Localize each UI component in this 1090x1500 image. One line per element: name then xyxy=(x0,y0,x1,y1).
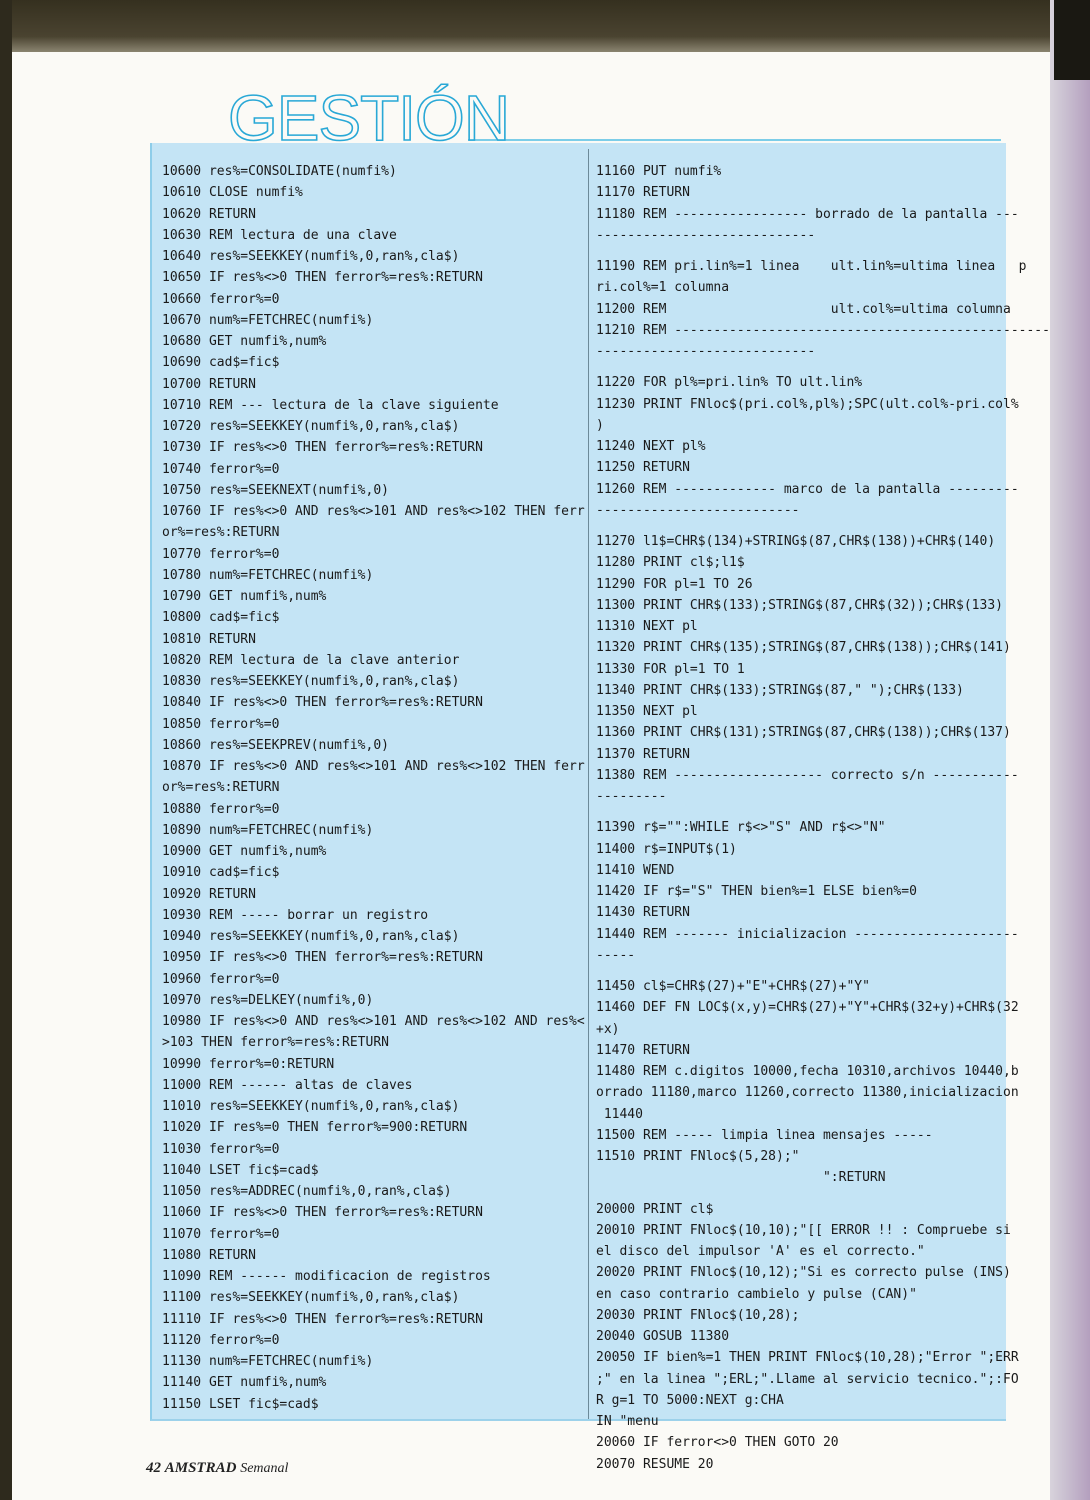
code-line: 11100 res%=SEEKKEY(numfi%,0,ran%,cla$) xyxy=(162,1290,460,1306)
code-line: orrado 11180,marco 11260,correcto 11380,inicializacion xyxy=(596,1085,1019,1101)
code-line: 11190 REM pri.lin%=1 linea ult.lin%=ultima linea p xyxy=(596,259,1027,274)
code-line: 11140 GET numfi%,num% xyxy=(162,1375,327,1391)
code-line: 11040 LSET fic$=cad$ xyxy=(162,1162,319,1178)
code-line xyxy=(596,966,1002,976)
code-line: 11300 PRINT CHR$(133);STRING$(87,CHR$(32));CHR$(133) xyxy=(596,597,1003,613)
code-line: 11370 RETURN xyxy=(596,746,690,762)
code-line: 11390 r$="":WHILE r$<>"S" AND r$<>"N" xyxy=(596,820,886,836)
code-line: 11400 r$=INPUT$(1) xyxy=(596,841,737,857)
page-footer xyxy=(146,1460,288,1477)
code-line: ---------------------------- xyxy=(596,344,816,359)
code-line: 11330 FOR pl=1 TO 1 xyxy=(596,661,745,677)
code-line: ----- xyxy=(596,947,636,963)
code-line: 10990 ferror%=0:RETURN xyxy=(162,1056,335,1072)
code-line: 11450 cl$=CHR$(27)+"E"+CHR$(27)+"Y" xyxy=(596,979,870,994)
listing-right-column xyxy=(596,161,1050,1475)
code-line: 20020 PRINT FNloc$(10,12);"Si es correcto pulse (INS) xyxy=(596,1265,1011,1281)
code-line: 11150 LSET fic$=cad$ xyxy=(162,1396,319,1412)
code-line: 11350 NEXT pl xyxy=(596,704,698,719)
scan-corner-shadow xyxy=(1054,0,1090,80)
code-line: 11060 IF res%<>0 THEN ferror%=res%:RETURN xyxy=(162,1205,483,1221)
code-line: 11320 PRINT CHR$(135);STRING$(87,CHR$(138));CHR$(141) xyxy=(596,640,1011,656)
code-line: 20040 GOSUB 11380 xyxy=(596,1329,730,1344)
code-line: 11160 PUT numfi% xyxy=(596,164,722,179)
code-line: 10860 res%=SEEKPREV(numfi%,0) xyxy=(162,737,389,753)
code-line: 11310 NEXT pl xyxy=(596,619,698,634)
magazine-subtitle: Semanal xyxy=(240,1461,289,1476)
code-line: 11200 REM ult.col%=ultima columna xyxy=(596,301,1011,317)
section-title: GESTIÓN xyxy=(228,82,510,154)
code-line: 10600 res%=CONSOLIDATE(numfi%) xyxy=(162,164,397,179)
code-line: ;" en la linea ";ERL;".Llame al servicio tecnico.";:FO xyxy=(596,1371,1019,1387)
code-line: ri.col%=1 columna xyxy=(596,280,730,296)
code-line: 11220 FOR pl%=pri.lin% TO ult.lin% xyxy=(596,375,863,391)
code-line: 11410 WEND xyxy=(596,862,675,878)
code-line: 10880 ferror%=0 xyxy=(162,801,280,817)
code-line: 10640 res%=SEEKKEY(numfi%,0,ran%,cla$) xyxy=(162,249,460,264)
code-line: 10820 REM lectura de la clave anterior xyxy=(162,652,460,668)
code-line: 11230 PRINT FNloc$(pri.col%,pl%);SPC(ult.col%-pri.col% xyxy=(596,396,1019,412)
code-line xyxy=(596,1189,1002,1199)
code-line: 10720 res%=SEEKKEY(numfi%,0,ran%,cla$) xyxy=(162,419,460,434)
code-line: or%=res%:RETURN xyxy=(162,780,280,796)
code-line: 10890 num%=FETCHREC(numfi%) xyxy=(162,822,374,838)
code-line: 11000 REM ------ altas de claves xyxy=(162,1077,413,1093)
code-line: 10950 IF res%<>0 THEN ferror%=res%:RETURN xyxy=(162,950,483,966)
code-line: 10740 ferror%=0 xyxy=(162,461,280,477)
scan-left-edge xyxy=(0,0,12,1500)
code-line: 10800 cad$=fic$ xyxy=(162,610,280,626)
code-line: 11500 REM ----- limpia linea mensajes ----- xyxy=(596,1127,933,1143)
code-line: 11480 REM c.digitos 10000,fecha 10310,archivos 10440,b xyxy=(596,1064,1019,1079)
code-line: 10690 cad$=fic$ xyxy=(162,355,280,371)
code-line: 11420 IF r$="S" THEN bien%=1 ELSE bien%=0 xyxy=(596,884,917,899)
code-line: 11360 PRINT CHR$(131);STRING$(87,CHR$(138));CHR$(137) xyxy=(596,725,1011,741)
code-line: 20060 IF ferror<>0 THEN GOTO 20 xyxy=(596,1435,839,1451)
code-line: en caso contrario cambielo y pulse (CAN)" xyxy=(596,1286,917,1302)
code-line: 10730 IF res%<>0 THEN ferror%=res%:RETURN xyxy=(162,440,483,456)
code-line: 11030 ferror%=0 xyxy=(162,1141,280,1157)
code-line: 11080 RETURN xyxy=(162,1247,256,1263)
code-line: 10790 GET numfi%,num% xyxy=(162,589,327,604)
code-line: 11070 ferror%=0 xyxy=(162,1226,280,1242)
code-line xyxy=(596,362,1002,372)
code-line: R g=1 TO 5000:NEXT g:CHA xyxy=(596,1392,784,1408)
code-line: 11430 RETURN xyxy=(596,905,690,921)
code-line: 20030 PRINT FNloc$(10,28); xyxy=(596,1307,800,1323)
code-line: 11440 REM ------- inicializacion --------------------- xyxy=(596,926,1019,942)
code-line: 11460 DEF FN LOC$(x,y)=CHR$(27)+"Y"+CHR$(32+y)+CHR$(32 xyxy=(596,1000,1019,1016)
page-number: 42 xyxy=(146,1460,161,1476)
code-line: 10910 cad$=fic$ xyxy=(162,865,280,881)
code-line: IN "menu xyxy=(596,1414,659,1429)
code-line: 11440 xyxy=(596,1106,643,1122)
code-line: 20070 RESUME 20 xyxy=(596,1456,714,1472)
code-line: 11290 FOR pl=1 TO 26 xyxy=(596,576,753,592)
code-line: 20010 PRINT FNloc$(10,10);"[[ ERROR !! : Compruebe si xyxy=(596,1222,1011,1238)
scan-right-edge xyxy=(1050,0,1090,1500)
code-line: 10940 res%=SEEKKEY(numfi%,0,ran%,cla$) xyxy=(162,929,460,944)
code-line: 11270 l1$=CHR$(134)+STRING$(87,CHR$(138))+CHR$(140) xyxy=(596,534,996,549)
code-line: el disco del impulsor 'A' es el correcto." xyxy=(596,1244,925,1259)
code-line: 10650 IF res%<>0 THEN ferror%=res%:RETURN xyxy=(162,270,483,286)
code-line: 11510 PRINT FNloc$(5,28);" xyxy=(596,1149,800,1164)
code-line: 10850 ferror%=0 xyxy=(162,716,280,732)
code-line: 10610 CLOSE numfi% xyxy=(162,185,303,201)
code-line: ---------------------------- xyxy=(596,227,816,243)
code-line: 10710 REM --- lectura de la clave siguiente xyxy=(162,397,499,413)
code-line: 11020 IF res%=0 THEN ferror%=900:RETURN xyxy=(162,1120,468,1136)
listing-left-column xyxy=(162,161,585,1415)
column-divider xyxy=(588,149,589,1419)
code-line: 10920 RETURN xyxy=(162,886,256,902)
code-line: ":RETURN xyxy=(596,1170,886,1186)
code-line: 10930 REM ----- borrar un registro xyxy=(162,907,429,923)
code-line: 10700 RETURN xyxy=(162,376,256,392)
code-line: 11470 RETURN xyxy=(596,1042,690,1058)
code-line: or%=res%:RETURN xyxy=(162,525,280,541)
code-line: 11280 PRINT cl$;l1$ xyxy=(596,555,745,571)
code-line: 10660 ferror%=0 xyxy=(162,291,280,307)
code-line: 10750 res%=SEEKNEXT(numfi%,0) xyxy=(162,482,389,498)
code-line: 11180 REM ----------------- borrado de la pantalla --- xyxy=(596,206,1019,222)
code-line: 10960 ferror%=0 xyxy=(162,971,280,987)
code-line: 10870 IF res%<>0 AND res%<>101 AND res%<>102 THEN ferr xyxy=(162,759,585,774)
code-line: 11240 NEXT pl% xyxy=(596,439,706,454)
code-line xyxy=(596,246,1002,256)
code-line: --------- xyxy=(596,789,667,804)
code-line: 10980 IF res%<>0 AND res%<>101 AND res%<>102 AND res%< xyxy=(162,1014,585,1029)
code-line: 11260 REM ------------- marco de la pantalla --------- xyxy=(596,481,1019,497)
scan-top-edge xyxy=(0,0,1090,52)
code-line: 11380 REM ------------------- correcto s/n ----------- xyxy=(596,767,1019,783)
code-line: +x) xyxy=(596,1021,620,1037)
code-line: 11120 ferror%=0 xyxy=(162,1332,280,1348)
code-line: 11010 res%=SEEKKEY(numfi%,0,ran%,cla$) xyxy=(162,1099,460,1114)
code-line: 10830 res%=SEEKKEY(numfi%,0,ran%,cla$) xyxy=(162,674,460,689)
code-line: 10900 GET numfi%,num% xyxy=(162,844,327,859)
magazine-name: AMSTRAD xyxy=(164,1460,237,1476)
code-line: 10840 IF res%<>0 THEN ferror%=res%:RETURN xyxy=(162,695,483,711)
code-line: 10670 num%=FETCHREC(numfi%) xyxy=(162,312,374,328)
code-line: 11050 res%=ADDREC(numfi%,0,ran%,cla$) xyxy=(162,1184,452,1199)
code-line: >103 THEN ferror%=res%:RETURN xyxy=(162,1035,389,1051)
code-line: 11210 REM ------------------------------------------------ xyxy=(596,322,1050,338)
code-line: 11090 REM ------ modificacion de registros xyxy=(162,1269,491,1284)
code-line: ) xyxy=(596,417,604,433)
code-line: 11340 PRINT CHR$(133);STRING$(87," ");CHR$(133) xyxy=(596,682,964,698)
code-line: 10630 REM lectura de una clave xyxy=(162,227,397,243)
code-line: 11110 IF res%<>0 THEN ferror%=res%:RETURN xyxy=(162,1311,483,1327)
code-line: 11130 num%=FETCHREC(numfi%) xyxy=(162,1354,374,1369)
code-line: 10680 GET numfi%,num% xyxy=(162,334,327,349)
code-line: 10620 RETURN xyxy=(162,206,256,222)
title-rule xyxy=(468,139,1001,141)
code-line: 10970 res%=DELKEY(numfi%,0) xyxy=(162,992,374,1008)
code-line: 10780 num%=FETCHREC(numfi%) xyxy=(162,567,374,583)
code-line xyxy=(596,807,1002,817)
code-line xyxy=(596,521,1002,531)
code-line: 10810 RETURN xyxy=(162,631,256,647)
code-line: -------------------------- xyxy=(596,502,800,518)
code-line: 11170 RETURN xyxy=(596,185,690,201)
code-line: 20050 IF bien%=1 THEN PRINT FNloc$(10,28);"Error ";ERR xyxy=(596,1350,1019,1366)
code-line: 10760 IF res%<>0 AND res%<>101 AND res%<>102 THEN ferr xyxy=(162,504,585,519)
code-line: 11250 RETURN xyxy=(596,460,690,476)
code-line: 20000 PRINT cl$ xyxy=(596,1201,714,1217)
code-line: 10770 ferror%=0 xyxy=(162,546,280,562)
